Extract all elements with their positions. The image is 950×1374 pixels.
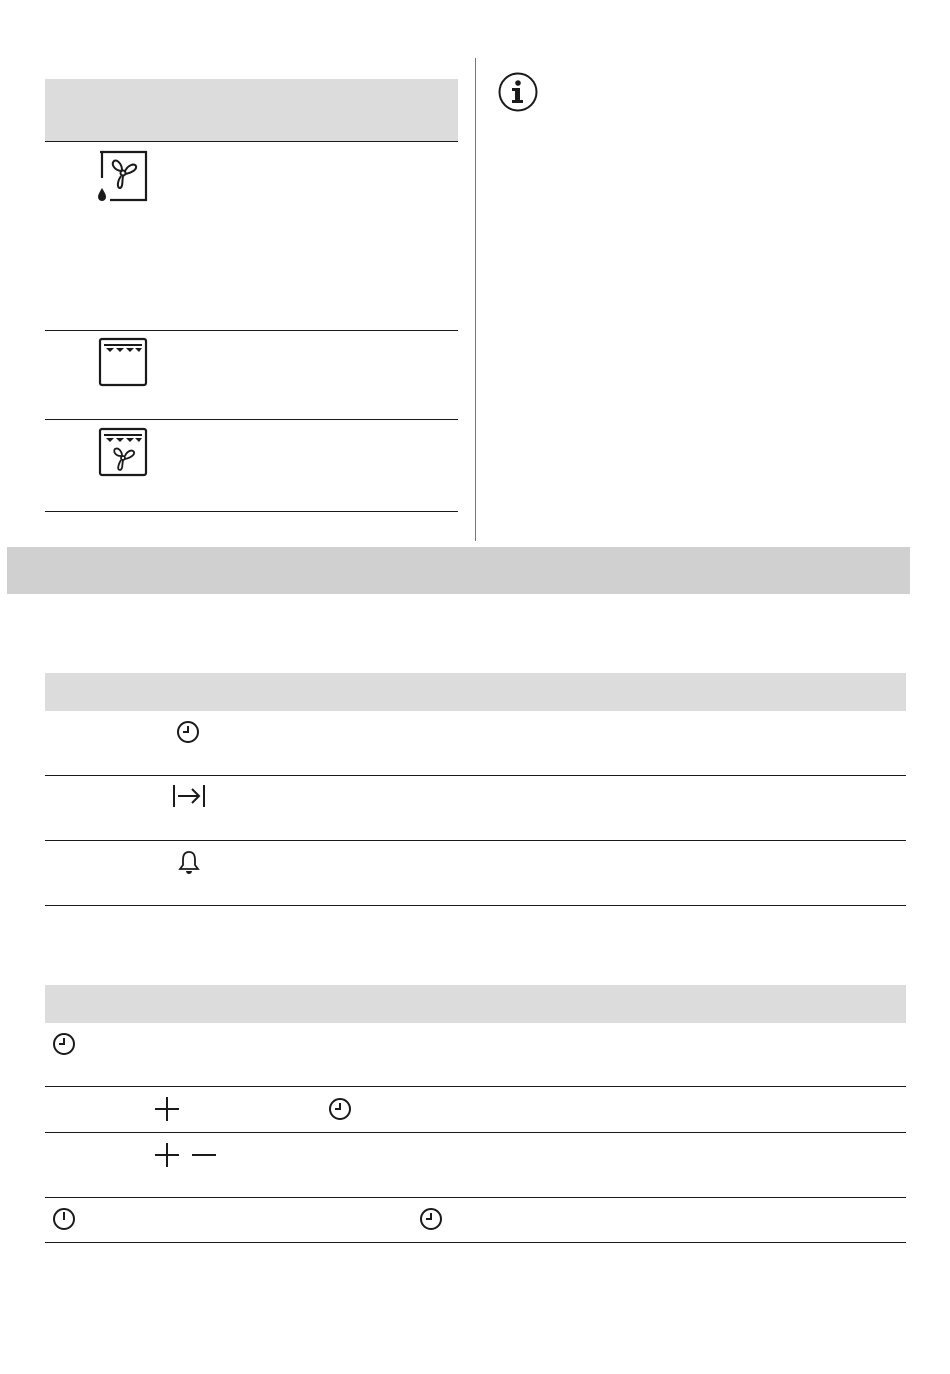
clock-icon: [176, 720, 200, 744]
clock-icon: [328, 1097, 352, 1121]
table-divider: [45, 1132, 906, 1133]
table-divider: [45, 1242, 906, 1243]
table-divider: [45, 330, 458, 331]
table-divider: [45, 905, 906, 906]
power-icon: [52, 1207, 76, 1231]
plus-icon: [154, 1096, 180, 1122]
info-icon: [498, 72, 538, 112]
table-divider: [45, 775, 906, 776]
section-heading-band: [7, 547, 910, 594]
duration-icon: [172, 784, 206, 808]
table-divider: [45, 1086, 906, 1087]
table-divider: [45, 1197, 906, 1198]
moist-fan-baking-icon: [96, 150, 148, 202]
clock-icon: [52, 1032, 76, 1056]
table-divider: [45, 141, 458, 142]
table-divider: [45, 511, 458, 512]
heating-functions-table-header: [45, 79, 458, 141]
minus-icon: [191, 1142, 217, 1168]
top-heat-fan-icon: [99, 428, 147, 476]
clock-icon: [419, 1207, 443, 1231]
column-separator: [475, 58, 476, 541]
plus-icon: [154, 1142, 180, 1168]
bell-icon: [178, 850, 200, 876]
table-divider: [45, 419, 458, 420]
top-heat-icon: [99, 338, 147, 386]
table-divider: [45, 840, 906, 841]
clock-functions-table-header: [45, 673, 906, 711]
setting-steps-table-header: [45, 985, 906, 1023]
